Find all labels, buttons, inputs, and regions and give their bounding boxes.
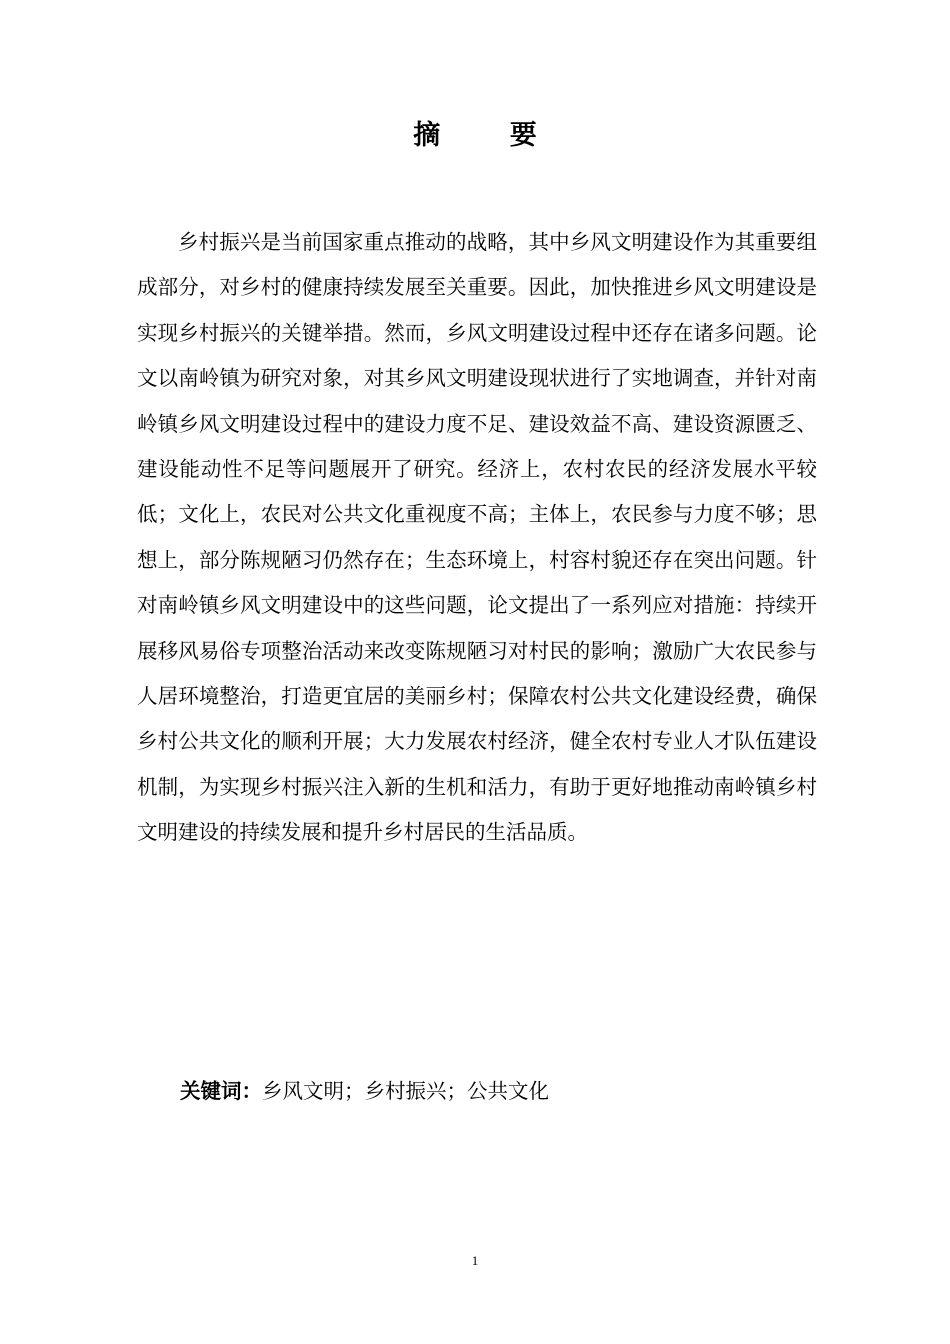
keywords-values: 乡风文明；乡村振兴；公共文化 xyxy=(262,1079,549,1103)
keywords-line xyxy=(180,1071,549,1111)
page-number: 1 xyxy=(471,1253,479,1268)
abstract-body: 乡村振兴是当前国家重点推动的战略，其中乡风文明建设作为其重要组成部分，对乡村的健康持续发展至关重要。因此，加快推进乡风文明建设是实现乡村振兴的关键举措。然而，乡风文明建设过程中还存在诸多问题。论文以南岭镇为研究对象，对其乡风文明建设现状进行了实地调查，并针对南岭镇乡风文明建设过程中的建设力度不足、建设效益不高、建设资源匮乏、建设能动性不足等问题展开了研究。经济上，农村农民的经济发展水平较低；文化上，农民对公共文化重视度不高；主体上，农民参与力度不够；思想上，部分陈规陋习仍然存在；生态环境上，村容村貌还存在突出问题。针对南岭镇乡风文明建设中的这些问题，论文提出了一系列应对措施：持续开展移风易俗专项整治活动来改变陈规陋习对村民的影响；激励广大农民参与人居环境整治，打造更宜居的美丽乡村；保障农村公共文化建设经费，确保乡村公共文化的顺利开展；大力发展农村经济，健全农村专业人才队伍建设机制，为实现乡村振兴注入新的生机和活力，有助于更好地推动南岭镇乡村文明建设的持续发展和提升乡村居民的生活品质。 xyxy=(137,230,817,845)
keywords-label: 关键词： xyxy=(180,1079,262,1103)
abstract-title: 摘 要 xyxy=(413,120,567,151)
